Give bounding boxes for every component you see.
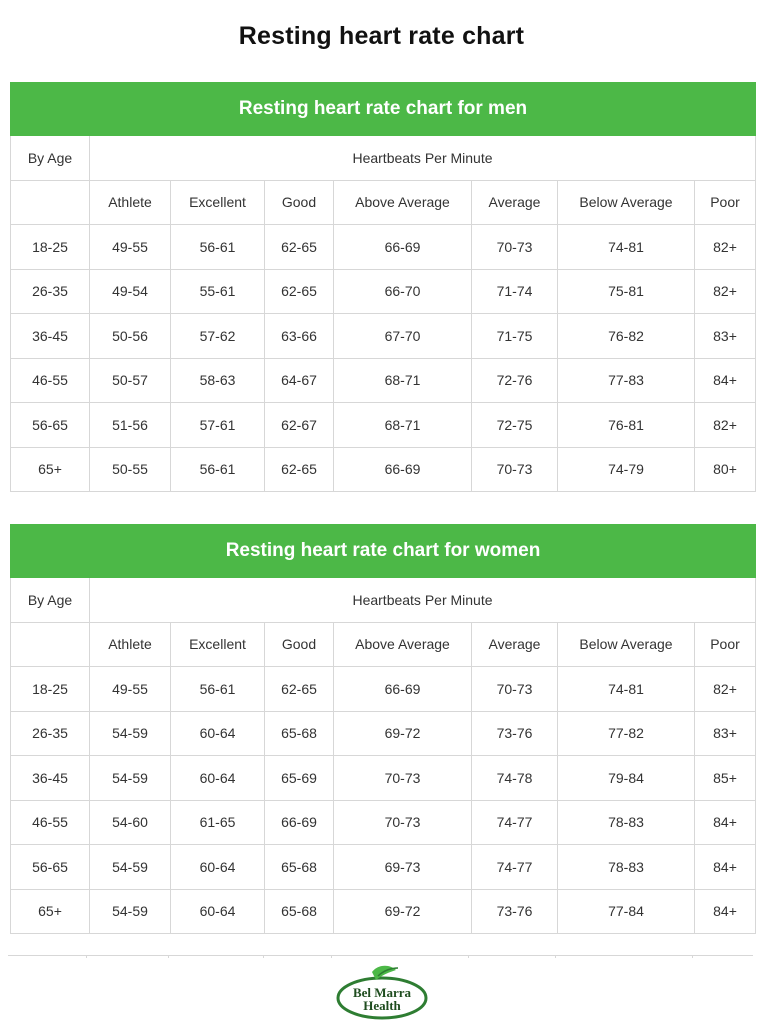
table-row [11,800,756,845]
bpm-range-cell: 56-61 [171,447,265,492]
bpm-range-cell: 70-73 [472,667,558,712]
page-title: Resting heart rate chart [238,22,525,50]
empty-header-cell [11,180,90,225]
bel-marra-health-logo [332,962,432,1020]
bpm-range-cell: 70-73 [472,447,558,492]
bpm-range-cell: 65-69 [265,756,334,801]
bpm-range-cell: 69-72 [334,711,472,756]
bpm-range-cell: 67-70 [334,314,472,359]
table-row [11,269,756,314]
age-range-cell: 56-65 [11,403,90,448]
bpm-range-cell: 84+ [695,358,756,403]
bpm-range-cell: 82+ [695,403,756,448]
age-range-cell: 65+ [11,889,90,934]
bpm-range-cell: 68-71 [334,403,472,448]
women-table-title: Resting heart rate chart for women [11,525,756,578]
bpm-range-cell: 64-67 [265,358,334,403]
footer-tick [468,955,469,958]
bpm-range-cell: 77-82 [558,711,695,756]
bpm-range-cell: 78-83 [558,845,695,890]
men-table-title: Resting heart rate chart for men [11,83,756,136]
bpm-range-cell: 70-73 [472,225,558,270]
bpm-range-cell: 84+ [695,800,756,845]
bpm-range-cell: 73-76 [472,711,558,756]
bpm-range-cell: 60-64 [171,889,265,934]
footer-tick [168,955,169,958]
bpm-range-cell: 70-73 [334,756,472,801]
bpm-range-cell: 68-71 [334,358,472,403]
bpm-range-cell: 76-82 [558,314,695,359]
age-range-cell: 65+ [11,447,90,492]
table-row [11,889,756,934]
bpm-range-cell: 74-78 [472,756,558,801]
bpm-range-cell: 62-65 [265,225,334,270]
bpm-range-cell: 66-69 [334,667,472,712]
by-age-header: By Age [11,136,90,181]
bpm-range-cell: 77-83 [558,358,695,403]
bpm-range-cell: 49-55 [90,667,171,712]
bpm-range-cell: 78-83 [558,800,695,845]
age-range-cell: 36-45 [11,756,90,801]
heartbeats-per-minute-header: Heartbeats Per Minute [90,578,756,623]
bpm-range-cell: 62-65 [265,667,334,712]
bpm-range-cell: 50-57 [90,358,171,403]
bpm-range-cell: 57-61 [171,403,265,448]
bpm-range-cell: 58-63 [171,358,265,403]
footer-tick [692,955,693,958]
age-range-cell: 26-35 [11,711,90,756]
bpm-range-cell: 65-68 [265,711,334,756]
bpm-range-cell: 74-77 [472,800,558,845]
bpm-range-cell: 74-77 [472,845,558,890]
age-range-cell: 46-55 [11,358,90,403]
bpm-range-cell: 60-64 [171,711,265,756]
by-age-header: By Age [11,578,90,623]
bpm-range-cell: 84+ [695,889,756,934]
bpm-range-cell: 84+ [695,845,756,890]
bpm-range-cell: 56-61 [171,225,265,270]
bpm-range-cell: 61-65 [171,800,265,845]
bpm-range-cell: 54-60 [90,800,171,845]
bpm-range-cell: 77-84 [558,889,695,934]
column-header: Below Average [558,622,695,667]
bpm-range-cell: 69-72 [334,889,472,934]
bpm-range-cell: 75-81 [558,269,695,314]
column-header: Average [472,180,558,225]
bpm-range-cell: 56-61 [171,667,265,712]
bpm-range-cell: 72-75 [472,403,558,448]
bpm-range-cell: 63-66 [265,314,334,359]
table-row [11,845,756,890]
bpm-range-cell: 83+ [695,314,756,359]
age-range-cell: 26-35 [11,269,90,314]
footer-tick [555,955,556,958]
column-header: Average [472,622,558,667]
column-header: Excellent [171,180,265,225]
footer-tick [86,955,87,958]
column-header: Above Average [334,622,472,667]
bpm-range-cell: 51-56 [90,403,171,448]
bpm-range-cell: 66-69 [334,225,472,270]
bpm-range-cell: 69-73 [334,845,472,890]
column-header: Excellent [171,622,265,667]
bpm-range-cell: 62-65 [265,269,334,314]
column-header: Poor [695,180,756,225]
bpm-range-cell: 82+ [695,269,756,314]
bpm-range-cell: 71-74 [472,269,558,314]
column-header: Good [265,180,334,225]
age-range-cell: 18-25 [11,225,90,270]
age-range-cell: 46-55 [11,800,90,845]
bpm-range-cell: 72-76 [472,358,558,403]
bpm-range-cell: 74-81 [558,667,695,712]
column-header: Below Average [558,180,695,225]
age-range-cell: 56-65 [11,845,90,890]
column-header: Athlete [90,622,171,667]
bpm-range-cell: 62-67 [265,403,334,448]
bpm-range-cell: 62-65 [265,447,334,492]
bpm-range-cell: 73-76 [472,889,558,934]
column-header: Good [265,622,334,667]
bpm-range-cell: 66-69 [334,447,472,492]
bpm-range-cell: 85+ [695,756,756,801]
table-row [11,667,756,712]
bpm-range-cell: 74-79 [558,447,695,492]
bpm-range-cell: 54-59 [90,756,171,801]
bpm-range-cell: 80+ [695,447,756,492]
bpm-range-cell: 70-73 [334,800,472,845]
column-header: Athlete [90,180,171,225]
bpm-range-cell: 49-54 [90,269,171,314]
bpm-range-cell: 79-84 [558,756,695,801]
bpm-range-cell: 82+ [695,225,756,270]
table-row [11,358,756,403]
bpm-range-cell: 50-55 [90,447,171,492]
column-header: Above Average [334,180,472,225]
table-row [11,225,756,270]
age-range-cell: 36-45 [11,314,90,359]
footer-divider [8,955,753,956]
bpm-range-cell: 82+ [695,667,756,712]
bpm-range-cell: 54-59 [90,711,171,756]
bpm-range-cell: 50-56 [90,314,171,359]
table-row [11,314,756,359]
bpm-range-cell: 65-68 [265,845,334,890]
age-range-cell: 18-25 [11,667,90,712]
footer-tick [263,955,264,958]
bpm-range-cell: 65-68 [265,889,334,934]
footer-tick [331,955,332,958]
logo-text-line2: Health [363,998,401,1013]
bpm-range-cell: 49-55 [90,225,171,270]
table-row [11,756,756,801]
bpm-range-cell: 76-81 [558,403,695,448]
bpm-range-cell: 74-81 [558,225,695,270]
women-heart-rate-table [10,524,756,934]
table-row [11,711,756,756]
bpm-range-cell: 60-64 [171,756,265,801]
logo-text-line1: Bel Marra [352,985,412,1000]
table-row [11,403,756,448]
heartbeats-per-minute-header: Heartbeats Per Minute [90,136,756,181]
men-heart-rate-table [10,82,756,492]
bpm-range-cell: 57-62 [171,314,265,359]
bpm-range-cell: 54-59 [90,889,171,934]
bpm-range-cell: 66-69 [265,800,334,845]
bpm-range-cell: 71-75 [472,314,558,359]
bpm-range-cell: 60-64 [171,845,265,890]
bpm-range-cell: 54-59 [90,845,171,890]
table-row [11,447,756,492]
empty-header-cell [11,622,90,667]
column-header: Poor [695,622,756,667]
bpm-range-cell: 83+ [695,711,756,756]
bpm-range-cell: 55-61 [171,269,265,314]
bpm-range-cell: 66-70 [334,269,472,314]
